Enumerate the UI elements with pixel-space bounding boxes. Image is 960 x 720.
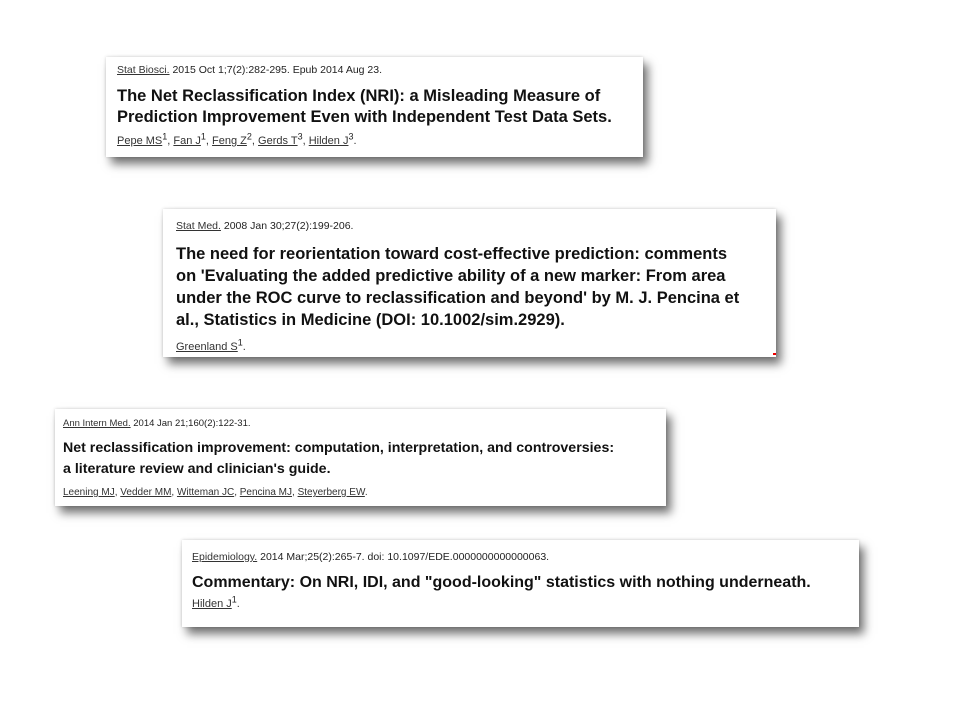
journal-link[interactable]: Epidemiology. — [192, 551, 258, 563]
article-card-4 — [182, 540, 859, 627]
article-title — [192, 572, 849, 594]
title-line: Prediction Improvement Even with Independent Test Data Sets. — [117, 108, 612, 126]
author-link[interactable]: Greenland S — [176, 341, 238, 353]
citation-details: 2008 Jan 30;27(2):199-206. — [220, 220, 354, 232]
article-title — [63, 438, 658, 480]
article-card-1 — [106, 57, 643, 157]
affiliation-sup: 1 — [162, 131, 168, 142]
citation-details: 2015 Oct 1;7(2):282-295. Epub 2014 Aug 23. — [169, 64, 383, 76]
author-link[interactable]: Leening MJ — [63, 487, 115, 498]
affiliation-sup: 1 — [237, 337, 243, 348]
author-link[interactable]: Hilden J — [308, 135, 349, 147]
citation-line — [117, 64, 632, 77]
article-card-3 — [55, 409, 666, 506]
affiliation-sup: 3 — [348, 131, 354, 142]
author-link[interactable]: Witteman JC — [176, 487, 235, 498]
article-title — [117, 86, 632, 128]
author-list: Greenland $S^1$. — [176, 337, 246, 353]
title-line: Net reclassification improvement: computation, interpretation, and controversies: — [63, 440, 615, 456]
citation-details: 2014 Mar;25(2):265-7. doi: 10.1097/EDE.0000000000000063. — [257, 551, 550, 563]
author-link[interactable]: Steyerberg EW — [297, 487, 365, 498]
author-link[interactable]: Feng Z — [212, 135, 247, 147]
author-list: Pepe $MS^1$, Fan $J^1$, Feng $Z^2$, Gerds $T^3$, Hilden $J^3$. — [117, 131, 357, 147]
title-line: a literature review and clinician's guide. — [63, 461, 331, 477]
author-list: Hilden $J^1$. — [192, 594, 240, 610]
author-link[interactable]: Fan J — [173, 135, 201, 147]
affiliation-sup: 3 — [297, 131, 303, 142]
title-line: al., Statistics in Medicine (DOI: 10.1002/sim.2929). — [176, 311, 565, 329]
citation-line — [176, 220, 763, 233]
author-link[interactable]: Gerds T — [258, 135, 298, 147]
author-link[interactable]: Hilden J — [192, 598, 232, 610]
journal-link[interactable]: Ann Intern Med. — [63, 418, 131, 429]
journal-link[interactable]: Stat Med. — [176, 220, 221, 232]
journal-link[interactable]: Stat Biosci. — [117, 64, 170, 76]
author-link[interactable]: Pepe MS — [117, 135, 163, 147]
title-line: Commentary: On NRI, IDI, and "good-looking" statistics with nothing underneath. — [192, 574, 811, 591]
author-link[interactable]: Vedder MM — [120, 487, 172, 498]
affiliation-sup: 1 — [200, 131, 206, 142]
affiliation-sup: 1 — [231, 594, 237, 605]
author-list: Leening MJ, Vedder MM, Witteman JC, Pencina MJ, Steyerberg EW. — [63, 487, 368, 498]
citation-line — [192, 551, 849, 564]
author-link[interactable]: Pencina MJ — [239, 487, 293, 498]
citation-details: 2014 Jan 21;160(2):122-31. — [130, 418, 251, 429]
title-line: on 'Evaluating the added predictive ability of a new marker: From area — [176, 267, 726, 285]
title-line: The need for reorientation toward cost-effective prediction: comments — [176, 245, 728, 263]
citation-line — [63, 417, 658, 430]
red-mark — [773, 353, 776, 355]
article-card-2 — [163, 209, 776, 357]
title-line: under the ROC curve to reclassification and beyond' by M. J. Pencina et — [176, 289, 740, 307]
article-title — [176, 243, 763, 331]
title-line: The Net Reclassification Index (NRI): a Misleading Measure of — [117, 87, 601, 105]
affiliation-sup: 2 — [246, 131, 252, 142]
